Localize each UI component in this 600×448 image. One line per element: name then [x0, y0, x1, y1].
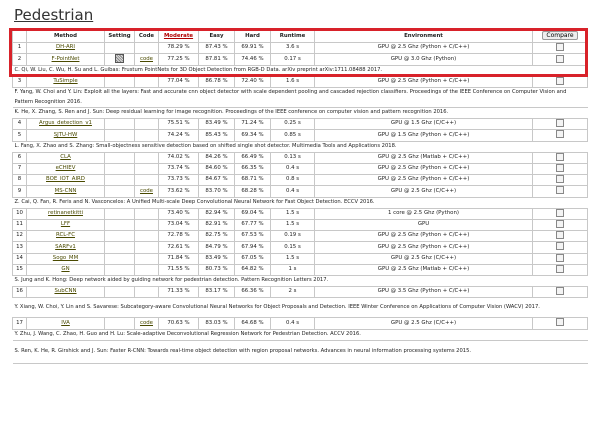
- compare-button[interactable]: Compare: [542, 31, 577, 40]
- compare-cell: [533, 54, 588, 66]
- code-cell: [135, 318, 159, 329]
- method-link[interactable]: Sogo_MM: [52, 254, 79, 261]
- code-cell: [135, 119, 159, 130]
- compare-checkbox[interactable]: [556, 130, 564, 138]
- col-compare: [533, 31, 588, 43]
- code-cell: [135, 43, 159, 54]
- method-link[interactable]: SJTU-HW: [53, 131, 78, 138]
- runtime-cell: 0.15 s: [271, 242, 315, 253]
- hard-cell: 74.46 %: [235, 54, 271, 66]
- environment-cell: GPU @ 2.5 Ghz (Python + C/C++): [315, 163, 533, 174]
- method-link[interactable]: GN: [61, 266, 70, 273]
- code-cell: [135, 186, 159, 197]
- reference-text[interactable]: Y. Zhu, J. Wang, C. Zhao, H. Guo and H. Lu: Scale-adaptive Deconvolutional Regression Network for Pedestrian Detection. ACCV 2016.: [13, 329, 588, 340]
- setting-cell: [105, 175, 135, 186]
- table-row: [13, 76, 588, 87]
- code-cell: [135, 253, 159, 264]
- moderate-cell: 73.73 %: [159, 175, 199, 186]
- runtime-cell: 0.4 s: [271, 318, 315, 329]
- rank-cell: 4: [13, 119, 27, 130]
- setting-cell: [105, 186, 135, 197]
- hard-cell: 69.04 %: [235, 208, 271, 219]
- method-link[interactable]: BOE_IOT_AIRD: [46, 176, 85, 183]
- method-cell: [27, 287, 105, 298]
- hard-cell: 64.82 %: [235, 265, 271, 276]
- hard-cell: 68.28 %: [235, 186, 271, 197]
- moderate-cell: 73.74 %: [159, 163, 199, 174]
- col-code[interactable]: Code: [135, 31, 159, 43]
- code-cell: [135, 265, 159, 276]
- method-link[interactable]: retinanetkitti: [48, 209, 83, 216]
- reference-text[interactable]: C. Qi, W. Liu, C. Wu, H. Su and L. Guibas: Frustum PointNets for 3D Object Detection from RGB-D Data. arXiv preprint arXiv:1711.08488 2017.: [13, 66, 588, 77]
- compare-checkbox[interactable]: [556, 265, 564, 273]
- runtime-cell: 1 s: [271, 265, 315, 276]
- setting-cell: [105, 318, 135, 329]
- rank-cell: 15: [13, 265, 27, 276]
- setting-cell: [105, 119, 135, 130]
- reference-text[interactable]: S. Jung and K. Hong: Deep network aided by guiding network for pedestrian detection. Pattern Recognition Letters 2017.: [13, 276, 588, 287]
- easy-cell: 84.67 %: [199, 175, 235, 186]
- compare-cell: [533, 265, 588, 276]
- easy-cell: 84.79 %: [199, 242, 235, 253]
- moderate-cell: 78.29 %: [159, 43, 199, 54]
- method-cell: [27, 253, 105, 264]
- table-row: [13, 175, 588, 186]
- compare-cell: [533, 130, 588, 141]
- code-cell: [135, 175, 159, 186]
- compare-cell: [533, 152, 588, 163]
- rank-cell: 6: [13, 152, 27, 163]
- rank-cell: 10: [13, 208, 27, 219]
- environment-cell: GPU @ 2.5 Ghz (Python + C/C++): [315, 175, 533, 186]
- runtime-cell: 0.8 s: [271, 175, 315, 186]
- reference-text[interactable]: S. Ren, K. He, R. Girshick and J. Sun: Faster R-CNN: Towards real-time object detection with region proposal networks. Advances in neural information processing systems 2015.: [13, 340, 588, 363]
- setting-cell: [105, 130, 135, 141]
- moderate-cell: 73.40 %: [159, 208, 199, 219]
- table-row: [13, 130, 588, 141]
- runtime-cell: 2 s: [271, 287, 315, 298]
- environment-cell: GPU @ 3.0 Ghz (Python): [315, 54, 533, 66]
- moderate-sort-link[interactable]: Moderate: [163, 33, 194, 39]
- environment-cell: GPU: [315, 219, 533, 230]
- method-link[interactable]: TuSimple: [53, 78, 78, 85]
- reference-text[interactable]: K. He, X. Zhang, S. Ren and J. Sun: Deep residual learning for image recognition. Proceedings of the IEEE conference on computer vision and pattern recognition 2016.: [13, 108, 588, 119]
- compare-cell: [533, 219, 588, 230]
- col-hard[interactable]: Hard: [235, 31, 271, 43]
- easy-cell: 83.49 %: [199, 119, 235, 130]
- moderate-cell: 71.55 %: [159, 265, 199, 276]
- method-cell: [27, 231, 105, 242]
- easy-cell: 83.03 %: [199, 318, 235, 329]
- table-row: [13, 152, 588, 163]
- reference-row: [13, 66, 588, 77]
- compare-checkbox[interactable]: [556, 254, 564, 262]
- method-cell: [27, 242, 105, 253]
- easy-cell: 80.73 %: [199, 265, 235, 276]
- runtime-cell: 1.5 s: [271, 208, 315, 219]
- easy-cell: 87.81 %: [199, 54, 235, 66]
- setting-cell: [105, 287, 135, 298]
- method-cell: [27, 76, 105, 87]
- setting-cell: [105, 43, 135, 54]
- moderate-cell: 74.24 %: [159, 130, 199, 141]
- environment-cell: 1 core @ 2.5 Ghz (Python): [315, 208, 533, 219]
- compare-cell: [533, 43, 588, 54]
- hard-cell: 66.49 %: [235, 152, 271, 163]
- method-link[interactable]: LFF: [60, 221, 71, 228]
- table-row: [13, 54, 588, 66]
- method-cell: [27, 265, 105, 276]
- results-table: [12, 30, 588, 364]
- environment-cell: GPU @ 3.5 Ghz (Python + C/C++): [315, 287, 533, 298]
- setting-cell: [105, 54, 135, 66]
- rank-cell: 17: [13, 318, 27, 329]
- compare-checkbox[interactable]: [556, 55, 564, 63]
- compare-checkbox[interactable]: [556, 318, 564, 326]
- code-cell: [135, 163, 159, 174]
- table-row: [13, 163, 588, 174]
- hard-cell: 71.24 %: [235, 119, 271, 130]
- rank-cell: 12: [13, 231, 27, 242]
- col-moderate[interactable]: [159, 31, 199, 43]
- hard-cell: 67.94 %: [235, 242, 271, 253]
- moderate-cell: 70.63 %: [159, 318, 199, 329]
- easy-cell: 87.43 %: [199, 43, 235, 54]
- moderate-cell: 71.33 %: [159, 287, 199, 298]
- hard-cell: 66.35 %: [235, 163, 271, 174]
- page-title: Pedestrian: [14, 6, 94, 24]
- method-cell: [27, 175, 105, 186]
- rank-cell: 1: [13, 43, 27, 54]
- compare-checkbox[interactable]: [556, 119, 564, 127]
- code-cell: [135, 231, 159, 242]
- runtime-cell: 0.4 s: [271, 186, 315, 197]
- compare-cell: [533, 119, 588, 130]
- easy-cell: 82.75 %: [199, 231, 235, 242]
- hard-cell: 69.34 %: [235, 130, 271, 141]
- moderate-cell: 75.51 %: [159, 119, 199, 130]
- hard-cell: 68.71 %: [235, 175, 271, 186]
- moderate-cell: 73.04 %: [159, 219, 199, 230]
- method-link[interactable]: F-PointNet: [51, 55, 80, 62]
- setting-cell: [105, 219, 135, 230]
- runtime-cell: 3.6 s: [271, 43, 315, 54]
- table-row: [13, 219, 588, 230]
- table-row: [13, 287, 588, 298]
- reference-text[interactable]: L. Fang, X. Zhao and S. Zhang: Small-objectness sensitive detection based on shifted single shot detector. Multimedia Tools and Applications 2018.: [13, 141, 588, 152]
- hard-cell: 67.53 %: [235, 231, 271, 242]
- rank-cell: 11: [13, 219, 27, 230]
- rank-cell: 9: [13, 186, 27, 197]
- easy-cell: 82.94 %: [199, 208, 235, 219]
- table-row: [13, 231, 588, 242]
- environment-cell: GPU @ 2.5 Ghz (Matlab + C/C++): [315, 152, 533, 163]
- rank-cell: 5: [13, 130, 27, 141]
- easy-cell: 86.78 %: [199, 76, 235, 87]
- rank-cell: 7: [13, 163, 27, 174]
- code-cell: [135, 54, 159, 66]
- rank-cell: 8: [13, 175, 27, 186]
- hard-cell: 64.68 %: [235, 318, 271, 329]
- compare-checkbox[interactable]: [556, 231, 564, 239]
- method-cell: [27, 163, 105, 174]
- reference-text[interactable]: Y. Xiang, W. Choi, Y. Lin and S. Savarese: Subcategory-aware Convolutional Neural Networks for Object Proposals and Detection. IEEE Winter Conference on Applications of Computer Vision (WACV) 2017.: [13, 298, 588, 318]
- col-method[interactable]: Method: [27, 31, 105, 43]
- moderate-cell: 72.78 %: [159, 231, 199, 242]
- compare-checkbox[interactable]: [556, 186, 564, 194]
- col-rank: [13, 31, 27, 43]
- easy-cell: 84.26 %: [199, 152, 235, 163]
- reference-text[interactable]: Z. Cai, Q. Fan, R. Feris and N. Vasconcelos: A Unified Multi-scale Deep Convolutional Neural Network for Fast Object Detection. ECCV 2016.: [13, 197, 588, 208]
- compare-cell: [533, 76, 588, 87]
- runtime-cell: 1.6 s: [271, 76, 315, 87]
- method-link[interactable]: IVA: [61, 319, 70, 326]
- compare-cell: [533, 163, 588, 174]
- environment-cell: GPU @ 2.5 Ghz (Python + C/C++): [315, 231, 533, 242]
- rank-cell: 2: [13, 54, 27, 66]
- table-row: [13, 119, 588, 130]
- easy-cell: 83.49 %: [199, 253, 235, 264]
- code-cell: [135, 152, 159, 163]
- environment-cell: GPU @ 2.5 Ghz (C/C++): [315, 253, 533, 264]
- setting-cell: [105, 231, 135, 242]
- setting-icon: [115, 54, 124, 63]
- easy-cell: 84.60 %: [199, 163, 235, 174]
- moderate-cell: 77.04 %: [159, 76, 199, 87]
- compare-checkbox[interactable]: [556, 209, 564, 217]
- method-cell: [27, 208, 105, 219]
- code-cell: [135, 130, 159, 141]
- setting-cell: [105, 208, 135, 219]
- reference-row: [13, 88, 588, 108]
- runtime-cell: 1.5 s: [271, 219, 315, 230]
- setting-cell: [105, 265, 135, 276]
- method-cell: [27, 130, 105, 141]
- runtime-cell: 1.5 s: [271, 253, 315, 264]
- compare-cell: [533, 186, 588, 197]
- compare-checkbox[interactable]: [556, 164, 564, 172]
- moderate-cell: 71.84 %: [159, 253, 199, 264]
- hard-cell: 72.40 %: [235, 76, 271, 87]
- setting-cell: [105, 163, 135, 174]
- reference-row: [13, 340, 588, 363]
- code-cell: [135, 287, 159, 298]
- compare-cell: [533, 175, 588, 186]
- reference-row: [13, 108, 588, 119]
- reference-row: [13, 298, 588, 318]
- compare-cell: [533, 318, 588, 329]
- moderate-cell: 72.61 %: [159, 242, 199, 253]
- setting-cell: [105, 152, 135, 163]
- table-row: [13, 242, 588, 253]
- method-cell: [27, 152, 105, 163]
- compare-cell: [533, 231, 588, 242]
- results-body: [13, 43, 588, 364]
- setting-cell: [105, 253, 135, 264]
- code-link[interactable]: code: [139, 187, 153, 194]
- compare-checkbox[interactable]: [556, 242, 564, 250]
- environment-cell: GPU @ 2.5 Ghz (Python + C/C++): [315, 43, 533, 54]
- compare-cell: [533, 287, 588, 298]
- setting-cell: [105, 76, 135, 87]
- easy-cell: 82.91 %: [199, 219, 235, 230]
- hard-cell: 67.77 %: [235, 219, 271, 230]
- method-cell: [27, 318, 105, 329]
- col-easy[interactable]: Easy: [199, 31, 235, 43]
- col-setting[interactable]: Setting: [105, 31, 135, 43]
- compare-cell: [533, 208, 588, 219]
- code-link[interactable]: code: [139, 55, 153, 62]
- hard-cell: 69.91 %: [235, 43, 271, 54]
- method-cell: [27, 119, 105, 130]
- table-header-row: [13, 31, 588, 43]
- method-cell: [27, 186, 105, 197]
- col-runtime[interactable]: Runtime: [271, 31, 315, 43]
- table-row: [13, 43, 588, 54]
- method-cell: [27, 43, 105, 54]
- code-cell: [135, 208, 159, 219]
- easy-cell: 83.17 %: [199, 287, 235, 298]
- compare-cell: [533, 253, 588, 264]
- method-link[interactable]: SARFv1: [55, 243, 76, 250]
- compare-checkbox[interactable]: [556, 175, 564, 183]
- environment-cell: GPU @ 1.5 Ghz (C/C++): [315, 119, 533, 130]
- reference-row: [13, 197, 588, 208]
- table-row: [13, 253, 588, 264]
- method-cell: [27, 54, 105, 66]
- setting-cell: [105, 242, 135, 253]
- hard-cell: 66.36 %: [235, 287, 271, 298]
- runtime-cell: 0.4 s: [271, 163, 315, 174]
- runtime-cell: 0.85 s: [271, 130, 315, 141]
- code-cell: [135, 76, 159, 87]
- environment-cell: GPU @ 1.5 Ghz (Python + C/C++): [315, 130, 533, 141]
- environment-cell: GPU @ 2.5 Ghz (Python + C/C++): [315, 242, 533, 253]
- method-link[interactable]: Argus_detection_v1: [39, 120, 92, 127]
- compare-checkbox[interactable]: [556, 287, 564, 295]
- compare-checkbox[interactable]: [556, 153, 564, 161]
- compare-checkbox[interactable]: [556, 220, 564, 228]
- rank-cell: 14: [13, 253, 27, 264]
- code-cell: [135, 219, 159, 230]
- table-row: [13, 318, 588, 329]
- code-link[interactable]: code: [139, 319, 153, 326]
- environment-cell: GPU @ 2.5 Ghz (C/C++): [315, 318, 533, 329]
- table-row: [13, 208, 588, 219]
- method-link[interactable]: RCL-FC: [56, 232, 75, 239]
- environment-cell: GPU @ 2.5 Ghz (C/C++): [315, 186, 533, 197]
- method-link[interactable]: MS-CNN: [54, 187, 77, 194]
- easy-cell: 85.43 %: [199, 130, 235, 141]
- compare-cell: [533, 242, 588, 253]
- reference-row: [13, 329, 588, 340]
- compare-checkbox[interactable]: [556, 43, 564, 51]
- environment-cell: GPU @ 2.5 Ghz (Matlab + C/C++): [315, 265, 533, 276]
- method-link[interactable]: SubCNN: [54, 288, 77, 295]
- hard-cell: 67.05 %: [235, 253, 271, 264]
- table-row: [13, 186, 588, 197]
- moderate-cell: 74.02 %: [159, 152, 199, 163]
- rank-cell: 3: [13, 76, 27, 87]
- col-environment[interactable]: Environment: [315, 31, 533, 43]
- compare-checkbox[interactable]: [556, 77, 564, 85]
- runtime-cell: 0.19 s: [271, 231, 315, 242]
- method-link[interactable]: eCHIEV: [55, 165, 76, 172]
- code-cell: [135, 242, 159, 253]
- rank-cell: 13: [13, 242, 27, 253]
- rank-cell: 16: [13, 287, 27, 298]
- reference-row: [13, 141, 588, 152]
- reference-text[interactable]: F. Yang, W. Choi and Y. Lin: Exploit all the layers: Fast and accurate cnn object detector with scale dependent pooling and cascaded rejection classifiers. Proceedings of the IEEE Conference on Computer Vision and Pattern Recognition 2016.: [13, 88, 588, 108]
- method-link[interactable]: CLA: [60, 153, 71, 160]
- reference-row: [13, 276, 588, 287]
- method-link[interactable]: DH-ARI: [55, 44, 76, 51]
- runtime-cell: 0.25 s: [271, 119, 315, 130]
- runtime-cell: 0.13 s: [271, 152, 315, 163]
- easy-cell: 83.70 %: [199, 186, 235, 197]
- moderate-cell: 77.25 %: [159, 54, 199, 66]
- method-cell: [27, 219, 105, 230]
- runtime-cell: 0.17 s: [271, 54, 315, 66]
- table-row: [13, 265, 588, 276]
- moderate-cell: 73.62 %: [159, 186, 199, 197]
- environment-cell: GPU @ 2.5 Ghz (Python + C/C++): [315, 76, 533, 87]
